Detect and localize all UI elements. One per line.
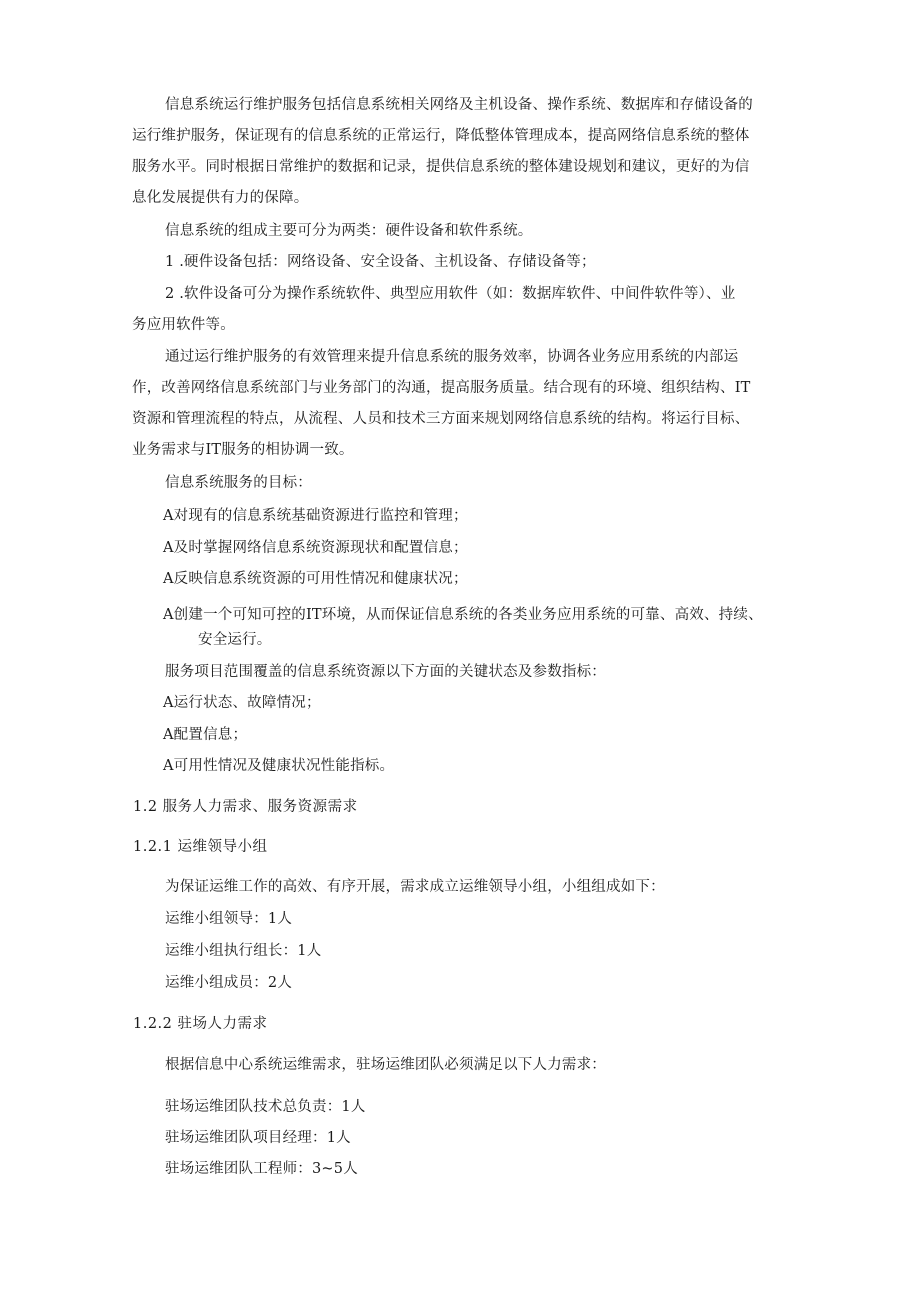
- onsite-item-2: 驻场运维团队项目经理：1人: [165, 1130, 351, 1146]
- onsite-item-1: 驻场运维团队技术总负责：1人: [165, 1099, 366, 1115]
- composition-paragraph: 信息系统的组成主要可分为两类：硬件设备和软件系统。: [165, 223, 533, 239]
- intro-paragraph-1-line-1: 信息系统运行维护服务包括信息系统相关网络及主机设备、操作系统、数据库和存储设备的: [165, 97, 753, 113]
- intro-paragraph-3-line-2: 作，改善网络信息系统部门与业务部门的沟通，提高服务质量。结合现有的环境、组织结构、IT: [132, 380, 751, 396]
- leadership-item-1: 运维小组领导：1人: [165, 911, 293, 927]
- list-item-hardware: 1 .硬件设备包括：网络设备、安全设备、主机设备、存储设备等；: [165, 254, 596, 270]
- intro-paragraph-3-line-3: 资源和管理流程的特点，从流程、人员和技术三方面来规划网络信息系统的结构。将运行目标、: [132, 411, 750, 427]
- scope-item-1: A运行状态、故障情况；: [163, 695, 321, 711]
- section-heading-1-2-2: 1.2.2 驻场人力需求: [133, 1016, 268, 1032]
- leadership-item-2: 运维小组执行组长：1人: [165, 943, 322, 959]
- onsite-item-3: 驻场运维团队工程师：3~5人: [165, 1161, 358, 1177]
- scope-item-3: A可用性情况及健康状况性能指标。: [163, 758, 395, 774]
- goal-item-2: A及时掌握网络信息系统资源现状和配置信息；: [163, 540, 468, 556]
- intro-paragraph-1-line-3: 服务水平。同时根据日常维护的数据和记录，提供信息系统的整体建设规划和建议，更好的为信: [132, 159, 750, 175]
- goal-item-4-line-2: 安全运行。: [198, 632, 272, 648]
- intro-paragraph-1-line-4: 息化发展提供有力的保障。: [132, 190, 309, 206]
- scope-title: 服务项目范围覆盖的信息系统资源以下方面的关键状态及参数指标：: [165, 664, 606, 680]
- onsite-intro: 根据信息中心系统运维需求，驻场运维团队必须满足以下人力需求：: [165, 1057, 606, 1073]
- section-heading-1-2: 1.2 服务人力需求、服务资源需求: [133, 799, 358, 815]
- list-item-software-line-2: 务应用软件等。: [132, 317, 235, 333]
- section-heading-1-2-1: 1.2.1 运维领导小组: [133, 839, 268, 855]
- intro-paragraph-3-line-4: 业务需求与IT服务的相协调一致。: [132, 442, 354, 458]
- leadership-intro: 为保证运维工作的高效、有序开展，需求成立运维领导小组，小组组成如下：: [165, 879, 665, 895]
- intro-paragraph-3-line-1: 通过运行维护服务的有效管理来提升信息系统的服务效率，协调各业务应用系统的内部运: [165, 349, 739, 365]
- list-item-software-line-1: 2 .软件设备可分为操作系统软件、典型应用软件（如：数据库软件、中间件软件等）、业: [165, 286, 736, 302]
- goal-item-1: A对现有的信息系统基础资源进行监控和管理；: [163, 508, 468, 524]
- goal-item-4-line-1: A创建一个可知可控的IT环境，从而保证信息系统的各类业务应用系统的可靠、高效、持续、: [163, 607, 763, 623]
- goals-title: 信息系统服务的目标：: [165, 475, 312, 491]
- leadership-item-3: 运维小组成员：2人: [165, 975, 293, 991]
- goal-item-3: A反映信息系统资源的可用性情况和健康状况；: [163, 571, 468, 587]
- intro-paragraph-1-line-2: 运行维护服务，保证现有的信息系统的正常运行，降低整体管理成本，提高网络信息系统的整体: [132, 128, 750, 144]
- scope-item-2: A配置信息；: [163, 727, 248, 743]
